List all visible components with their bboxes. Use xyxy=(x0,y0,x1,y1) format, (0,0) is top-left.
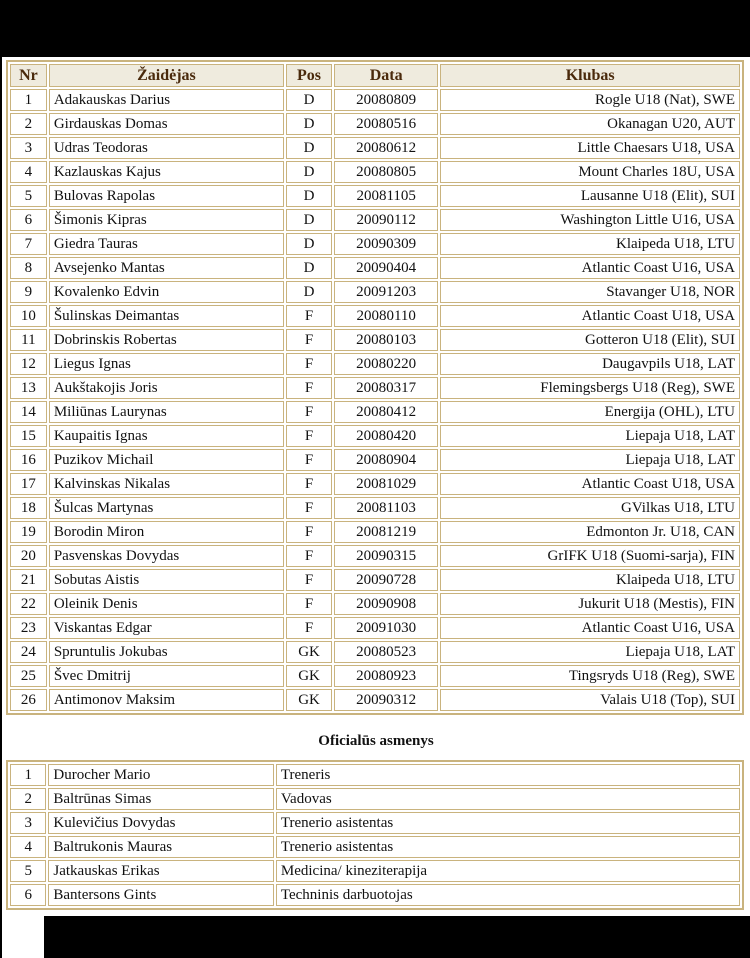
player-number-cell: 1 xyxy=(10,89,47,111)
player-position-cell: F xyxy=(286,497,332,519)
player-name-cell: Miliūnas Laurynas xyxy=(49,401,284,423)
player-position-cell: F xyxy=(286,377,332,399)
player-club-cell: Tingsryds U18 (Reg), SWE xyxy=(440,665,740,687)
player-number-cell: 14 xyxy=(10,401,47,423)
player-name-cell: Šulinskas Deimantas xyxy=(49,305,284,327)
player-number-cell: 6 xyxy=(10,209,47,231)
player-birthdate-cell: 20081029 xyxy=(334,473,438,495)
player-row xyxy=(10,185,740,207)
player-name-cell: Viskantas Edgar xyxy=(49,617,284,639)
player-position-cell: D xyxy=(286,89,332,111)
player-club-cell: GVilkas U18, LTU xyxy=(440,497,740,519)
column-header-nr: Nr xyxy=(10,64,47,87)
player-row xyxy=(10,497,740,519)
player-name-cell: Liegus Ignas xyxy=(49,353,284,375)
player-number-cell: 16 xyxy=(10,449,47,471)
player-name-cell: Sobutas Aistis xyxy=(49,569,284,591)
official-number-cell: 5 xyxy=(10,860,46,882)
player-position-cell: F xyxy=(286,329,332,351)
player-row xyxy=(10,137,740,159)
official-row xyxy=(10,764,740,786)
player-number-cell: 10 xyxy=(10,305,47,327)
player-position-cell: F xyxy=(286,401,332,423)
player-row xyxy=(10,401,740,423)
player-name-cell: Kalvinskas Nikalas xyxy=(49,473,284,495)
player-number-cell: 13 xyxy=(10,377,47,399)
player-position-cell: D xyxy=(286,209,332,231)
official-row xyxy=(10,836,740,858)
player-position-cell: F xyxy=(286,305,332,327)
player-number-cell: 9 xyxy=(10,281,47,303)
official-number-cell: 4 xyxy=(10,836,46,858)
official-number-cell: 2 xyxy=(10,788,46,810)
column-header-pos: Pos xyxy=(286,64,332,87)
player-row xyxy=(10,353,740,375)
player-birthdate-cell: 20090728 xyxy=(334,569,438,591)
player-birthdate-cell: 20090908 xyxy=(334,593,438,615)
player-birthdate-cell: 20080412 xyxy=(334,401,438,423)
player-name-cell: Girdauskas Domas xyxy=(49,113,284,135)
player-position-cell: F xyxy=(286,449,332,471)
player-number-cell: 25 xyxy=(10,665,47,687)
player-birthdate-cell: 20080103 xyxy=(334,329,438,351)
player-number-cell: 26 xyxy=(10,689,47,711)
official-role-cell: Vadovas xyxy=(276,788,740,810)
player-birthdate-cell: 20080805 xyxy=(334,161,438,183)
player-club-cell: Jukurit U18 (Mestis), FIN xyxy=(440,593,740,615)
player-name-cell: Spruntulis Jokubas xyxy=(49,641,284,663)
player-position-cell: D xyxy=(286,233,332,255)
player-birthdate-cell: 20081105 xyxy=(334,185,438,207)
player-name-cell: Kaupaitis Ignas xyxy=(49,425,284,447)
player-row xyxy=(10,473,740,495)
player-name-cell: Kazlauskas Kajus xyxy=(49,161,284,183)
player-row xyxy=(10,425,740,447)
player-position-cell: F xyxy=(286,353,332,375)
player-number-cell: 19 xyxy=(10,521,47,543)
player-name-cell: Avsejenko Mantas xyxy=(49,257,284,279)
official-role-cell: Trenerio asistentas xyxy=(276,812,740,834)
column-header-club: Klubas xyxy=(440,64,740,87)
player-number-cell: 4 xyxy=(10,161,47,183)
player-name-cell: Dobrinskis Robertas xyxy=(49,329,284,351)
player-position-cell: D xyxy=(286,257,332,279)
official-role-cell: Treneris xyxy=(276,764,740,786)
player-birthdate-cell: 20080110 xyxy=(334,305,438,327)
player-club-cell: Rogle U18 (Nat), SWE xyxy=(440,89,740,111)
player-position-cell: F xyxy=(286,545,332,567)
player-position-cell: F xyxy=(286,617,332,639)
player-position-cell: F xyxy=(286,473,332,495)
player-club-cell: Energija (OHL), LTU xyxy=(440,401,740,423)
player-birthdate-cell: 20080420 xyxy=(334,425,438,447)
player-row xyxy=(10,449,740,471)
player-number-cell: 5 xyxy=(10,185,47,207)
player-club-cell: Daugavpils U18, LAT xyxy=(440,353,740,375)
official-row xyxy=(10,812,740,834)
player-name-cell: Pasvenskas Dovydas xyxy=(49,545,284,567)
player-number-cell: 15 xyxy=(10,425,47,447)
official-role-cell: Medicina/ kineziterapija xyxy=(276,860,740,882)
player-row xyxy=(10,209,740,231)
player-club-cell: Atlantic Coast U16, USA xyxy=(440,257,740,279)
player-birthdate-cell: 20091030 xyxy=(334,617,438,639)
column-header-date: Data xyxy=(334,64,438,87)
officials-section-title: Oficialūs asmenys xyxy=(318,733,434,749)
players-table xyxy=(6,60,744,715)
official-number-cell: 1 xyxy=(10,764,46,786)
official-name-cell: Baltrukonis Mauras xyxy=(48,836,273,858)
player-number-cell: 23 xyxy=(10,617,47,639)
player-number-cell: 18 xyxy=(10,497,47,519)
bottom-left-white-notch xyxy=(2,916,44,958)
official-number-cell: 3 xyxy=(10,812,46,834)
player-club-cell: Mount Charles 18U, USA xyxy=(440,161,740,183)
player-row xyxy=(10,617,740,639)
player-name-cell: Švec Dmitrij xyxy=(49,665,284,687)
player-position-cell: F xyxy=(286,521,332,543)
official-name-cell: Kulevičius Dovydas xyxy=(48,812,273,834)
document-area xyxy=(2,57,750,916)
player-name-cell: Adakauskas Darius xyxy=(49,89,284,111)
player-name-cell: Borodin Miron xyxy=(49,521,284,543)
player-club-cell: Klaipeda U18, LTU xyxy=(440,233,740,255)
player-row xyxy=(10,545,740,567)
players-header-row xyxy=(10,64,740,87)
player-row xyxy=(10,593,740,615)
player-name-cell: Šulcas Martynas xyxy=(49,497,284,519)
player-birthdate-cell: 20080923 xyxy=(334,665,438,687)
player-number-cell: 8 xyxy=(10,257,47,279)
official-number-cell: 6 xyxy=(10,884,46,906)
official-row xyxy=(10,788,740,810)
player-club-cell: Washington Little U16, USA xyxy=(440,209,740,231)
player-number-cell: 7 xyxy=(10,233,47,255)
player-position-cell: D xyxy=(286,185,332,207)
player-name-cell: Šimonis Kipras xyxy=(49,209,284,231)
official-row xyxy=(10,884,740,906)
player-row xyxy=(10,689,740,711)
player-birthdate-cell: 20080523 xyxy=(334,641,438,663)
player-number-cell: 21 xyxy=(10,569,47,591)
player-name-cell: Giedra Tauras xyxy=(49,233,284,255)
player-birthdate-cell: 20090315 xyxy=(334,545,438,567)
player-position-cell: D xyxy=(286,161,332,183)
player-club-cell: Okanagan U20, AUT xyxy=(440,113,740,135)
player-row xyxy=(10,377,740,399)
player-position-cell: GK xyxy=(286,689,332,711)
player-club-cell: Liepaja U18, LAT xyxy=(440,641,740,663)
official-name-cell: Baltrūnas Simas xyxy=(48,788,273,810)
player-birthdate-cell: 20090404 xyxy=(334,257,438,279)
player-club-cell: Liepaja U18, LAT xyxy=(440,449,740,471)
player-birthdate-cell: 20090312 xyxy=(334,689,438,711)
player-name-cell: Aukštakojis Joris xyxy=(49,377,284,399)
player-name-cell: Puzikov Michail xyxy=(49,449,284,471)
player-name-cell: Antimonov Maksim xyxy=(49,689,284,711)
player-row xyxy=(10,569,740,591)
player-row xyxy=(10,113,740,135)
official-name-cell: Jatkauskas Erikas xyxy=(48,860,273,882)
player-name-cell: Kovalenko Edvin xyxy=(49,281,284,303)
player-number-cell: 11 xyxy=(10,329,47,351)
player-row xyxy=(10,521,740,543)
player-position-cell: F xyxy=(286,569,332,591)
official-name-cell: Bantersons Gints xyxy=(48,884,273,906)
player-club-cell: Atlantic Coast U18, USA xyxy=(440,305,740,327)
player-club-cell: Valais U18 (Top), SUI xyxy=(440,689,740,711)
player-club-cell: Flemingsbergs U18 (Reg), SWE xyxy=(440,377,740,399)
player-birthdate-cell: 20080516 xyxy=(334,113,438,135)
official-name-cell: Durocher Mario xyxy=(48,764,273,786)
player-row xyxy=(10,281,740,303)
official-role-cell: Techninis darbuotojas xyxy=(276,884,740,906)
player-number-cell: 3 xyxy=(10,137,47,159)
player-birthdate-cell: 20080220 xyxy=(334,353,438,375)
official-role-cell: Trenerio asistentas xyxy=(276,836,740,858)
player-position-cell: D xyxy=(286,113,332,135)
player-club-cell: Little Chaesars U18, USA xyxy=(440,137,740,159)
player-club-cell: GrIFK U18 (Suomi-sarja), FIN xyxy=(440,545,740,567)
player-birthdate-cell: 20090112 xyxy=(334,209,438,231)
player-birthdate-cell: 20080904 xyxy=(334,449,438,471)
player-number-cell: 22 xyxy=(10,593,47,615)
player-name-cell: Bulovas Rapolas xyxy=(49,185,284,207)
player-club-cell: Edmonton Jr. U18, CAN xyxy=(440,521,740,543)
player-position-cell: D xyxy=(286,281,332,303)
player-club-cell: Lausanne U18 (Elit), SUI xyxy=(440,185,740,207)
player-club-cell: Atlantic Coast U16, USA xyxy=(440,617,740,639)
officials-table xyxy=(6,760,744,910)
player-number-cell: 20 xyxy=(10,545,47,567)
player-name-cell: Udras Teodoras xyxy=(49,137,284,159)
player-row xyxy=(10,305,740,327)
player-club-cell: Atlantic Coast U18, USA xyxy=(440,473,740,495)
player-club-cell: Klaipeda U18, LTU xyxy=(440,569,740,591)
player-number-cell: 17 xyxy=(10,473,47,495)
player-row xyxy=(10,161,740,183)
player-number-cell: 12 xyxy=(10,353,47,375)
player-row xyxy=(10,233,740,255)
player-row xyxy=(10,257,740,279)
official-row xyxy=(10,860,740,882)
player-row xyxy=(10,641,740,663)
player-row xyxy=(10,89,740,111)
player-club-cell: Liepaja U18, LAT xyxy=(440,425,740,447)
player-number-cell: 24 xyxy=(10,641,47,663)
player-position-cell: D xyxy=(286,137,332,159)
player-number-cell: 2 xyxy=(10,113,47,135)
column-header-player: Žaidėjas xyxy=(49,64,284,87)
player-position-cell: F xyxy=(286,425,332,447)
player-club-cell: Gotteron U18 (Elit), SUI xyxy=(440,329,740,351)
player-birthdate-cell: 20080612 xyxy=(334,137,438,159)
player-club-cell: Stavanger U18, NOR xyxy=(440,281,740,303)
player-birthdate-cell: 20090309 xyxy=(334,233,438,255)
player-birthdate-cell: 20080317 xyxy=(334,377,438,399)
player-position-cell: F xyxy=(286,593,332,615)
player-position-cell: GK xyxy=(286,641,332,663)
player-position-cell: GK xyxy=(286,665,332,687)
player-birthdate-cell: 20091203 xyxy=(334,281,438,303)
player-row xyxy=(10,329,740,351)
player-birthdate-cell: 20081103 xyxy=(334,497,438,519)
player-row xyxy=(10,665,740,687)
player-birthdate-cell: 20080809 xyxy=(334,89,438,111)
player-name-cell: Oleinik Denis xyxy=(49,593,284,615)
player-birthdate-cell: 20081219 xyxy=(334,521,438,543)
